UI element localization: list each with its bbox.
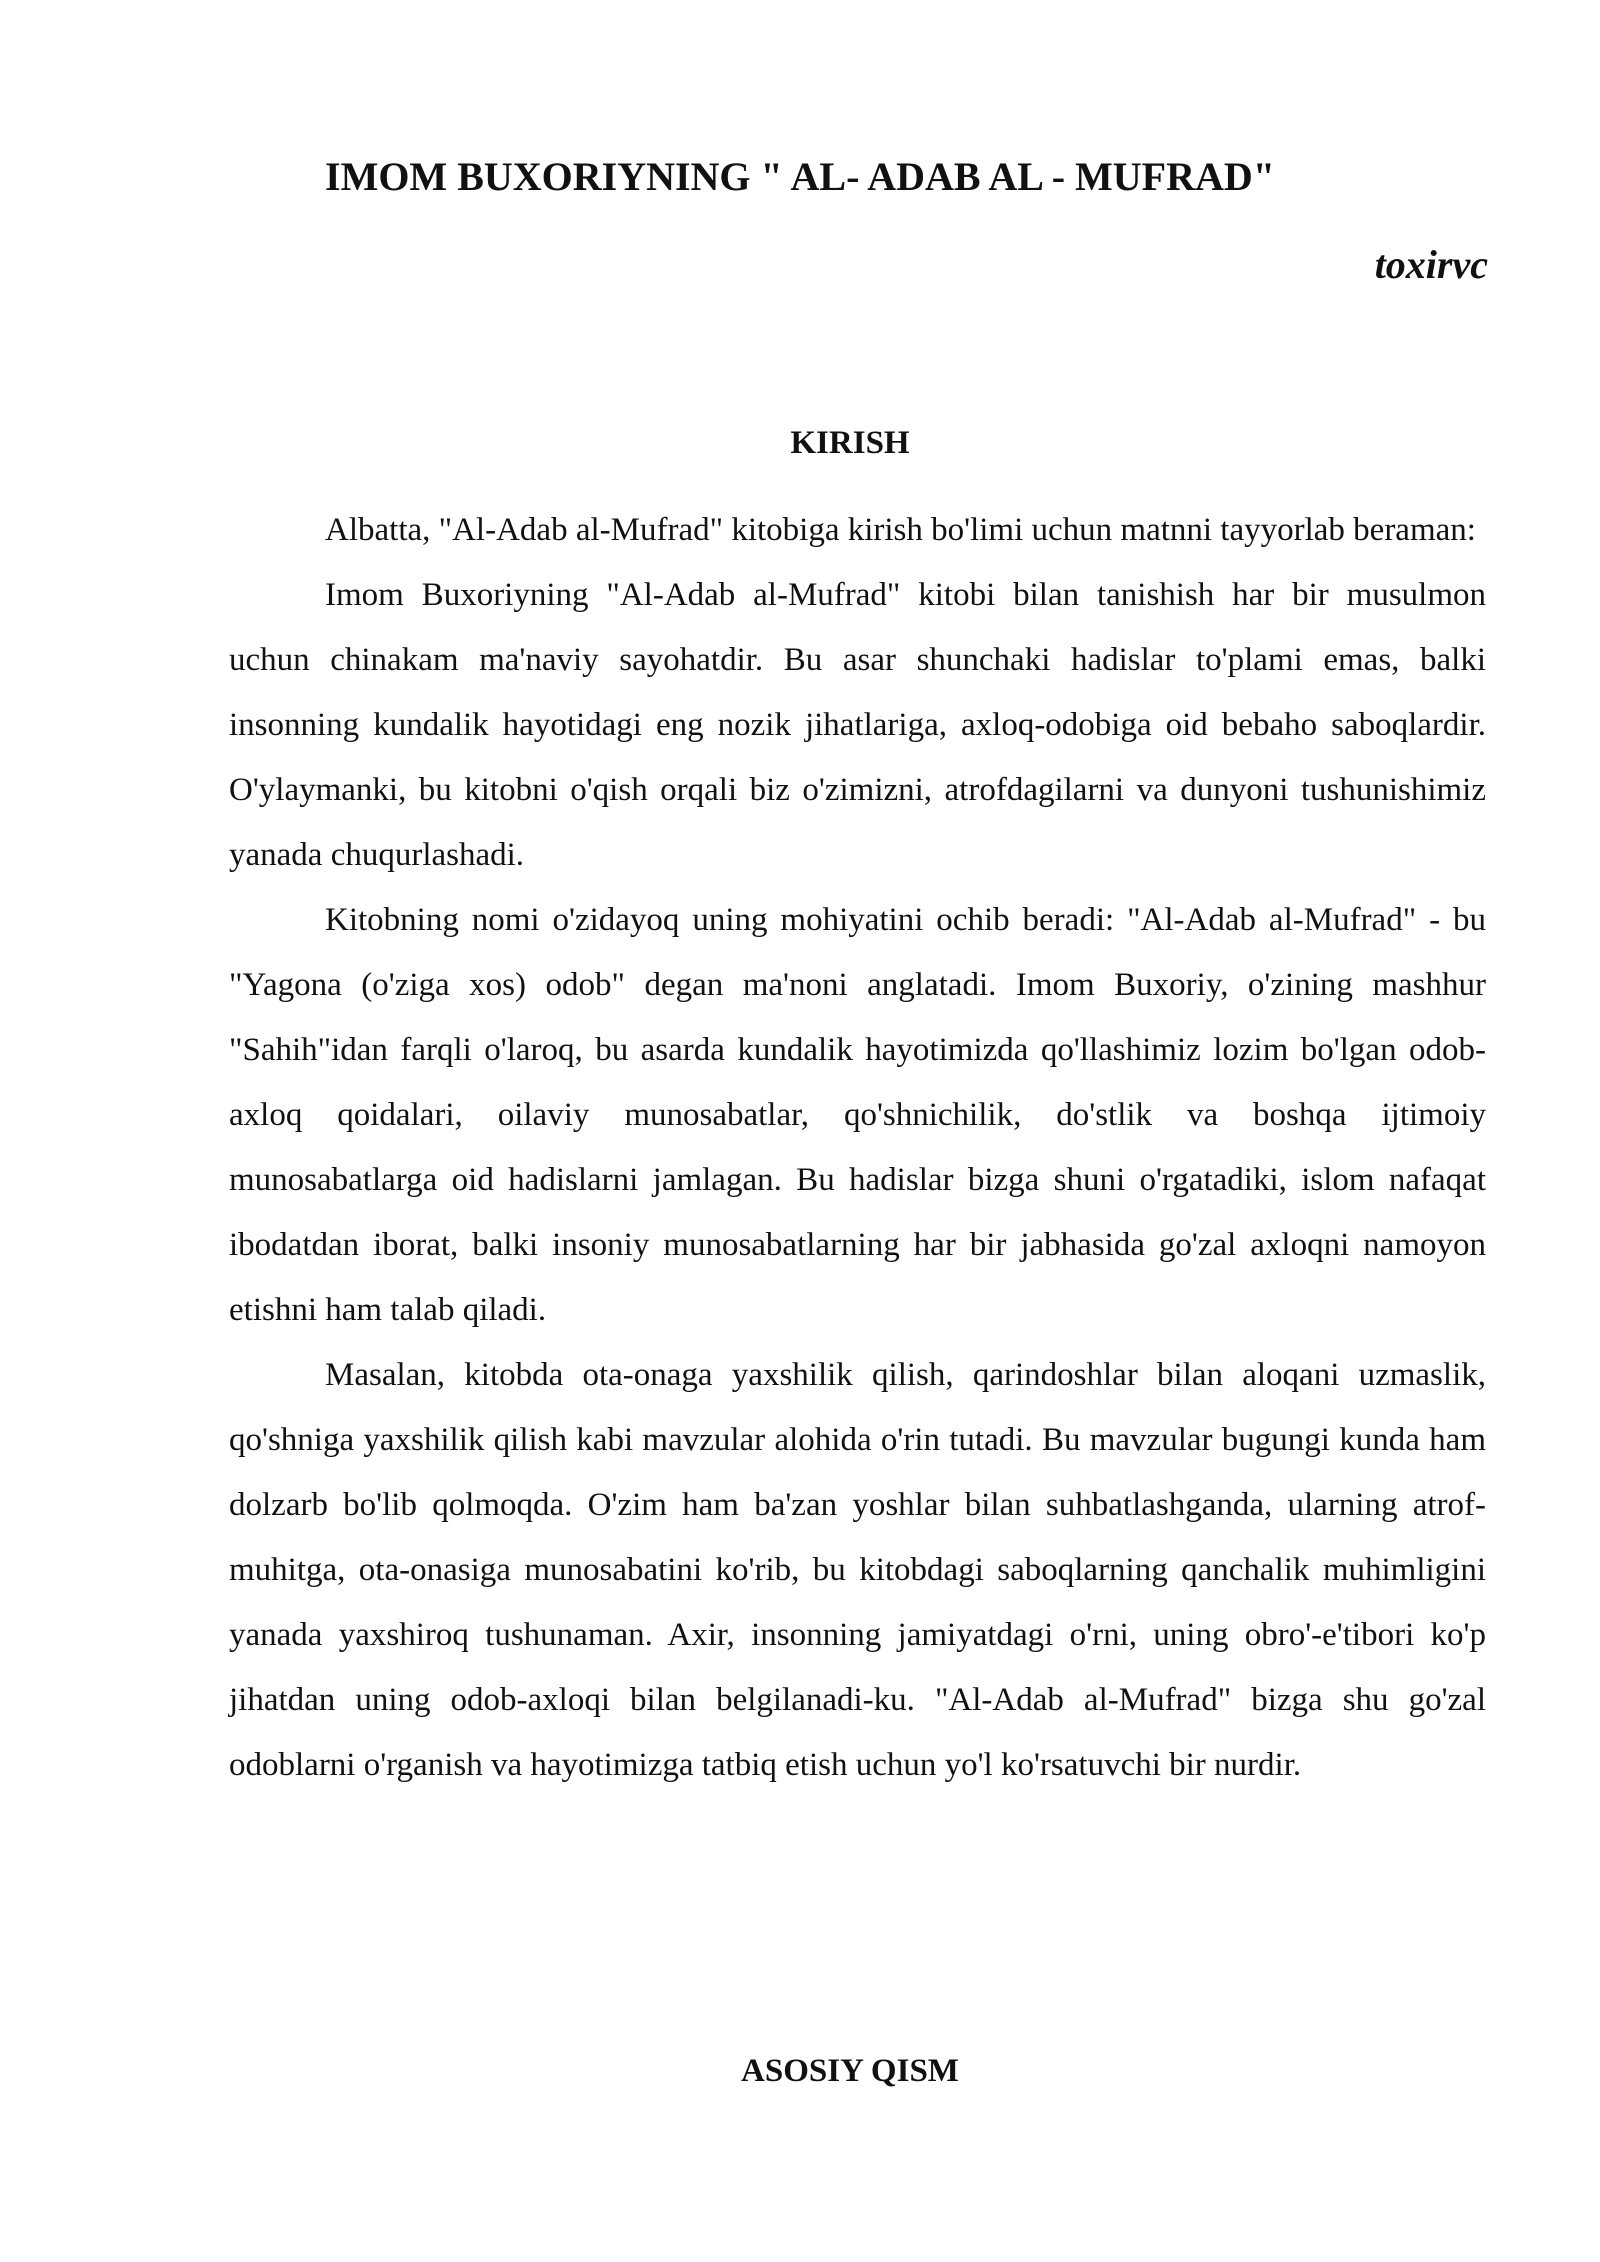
paragraph: Masalan, kitobda ota-onaga yaxshilik qilish, qarindoshlar bilan aloqani uzmaslik, qo'shniga yaxshilik qilish kabi mavzular alohida o'rin tutadi. Bu mavzular bugungi kunda ham dolzarb bo'lib qolmoqda. O'zim ham ba'zan yoshlar bilan suhbatlashganda, ularning atrof-muhitga, ota-onasiga munosabatini ko'rib, bu kitobdagi saboqlarning qanchalik muhimligini yanada yaxshiroq tushunaman. Axir, insonning jamiyatdagi o'rni, uning obro'-e'tibori ko'p jihatdan uning odob-axloqi bilan belgilanadi-ku. "Al-Adab al-Mufrad" bizga shu go'zal odoblarni o'rganish va hayotimizga tatbiq etish uchun yo'l ko'rsatuvchi bir nurdir. [229, 1357, 1486, 1783]
paragraph: Kitobning nomi o'zidayoq uning mohiyatini ochib beradi: "Al-Adab al-Mufrad" - bu "Yagona (o'ziga xos) odob" degan ma'noni anglatadi. Imom Buxoriy, o'zining mashhur "Sahih"idan farqli o'laroq, bu asarda kundalik hayotimizda qo'llashimiz lozim bo'lgan odob-axloq qoidalari, oilaviy munosabatlar, qo'shnichilik, do'stlik va boshqa ijtimoiy munosabatlarga oid hadislarni jamlagan. Bu hadislar bizga shuni o'rgatadiki, islom nafaqat ibodatdan iborat, balki insoniy munosabatlarning har bir jabhasida go'zal axloqni namoyon etishni ham talab qiladi. [229, 902, 1486, 1328]
section-heading-asosiy-qism: ASOSIY QISM [741, 2053, 959, 2089]
paragraph: Imom Buxoriyning "Al-Adab al-Mufrad" kitobi bilan tanishish har bir musulmon uchun chinakam ma'naviy sayohatdir. Bu asar shunchaki hadislar to'plami emas, balki insonning kundalik hayotidagi eng nozik jihatlariga, axloq-odobiga oid bebaho saboqlardir. O'ylaymanki, bu kitobni o'qish orqali biz o'zimizni, atrofdagilarni va dunyoni tushunishimiz yanada chuqurlashadi. [229, 577, 1486, 873]
document-author: toxirvc [1374, 242, 1488, 287]
section-heading-kirish: KIRISH [790, 425, 910, 461]
document-title: IMOM BUXORIYNING " AL- ADAB AL - MUFRAD" [325, 154, 1275, 199]
intro-body [229, 498, 1486, 1798]
paragraph: Albatta, "Al-Adab al-Mufrad" kitobiga kirish bo'limi uchun matnni tayyorlab beraman: [325, 512, 1476, 548]
